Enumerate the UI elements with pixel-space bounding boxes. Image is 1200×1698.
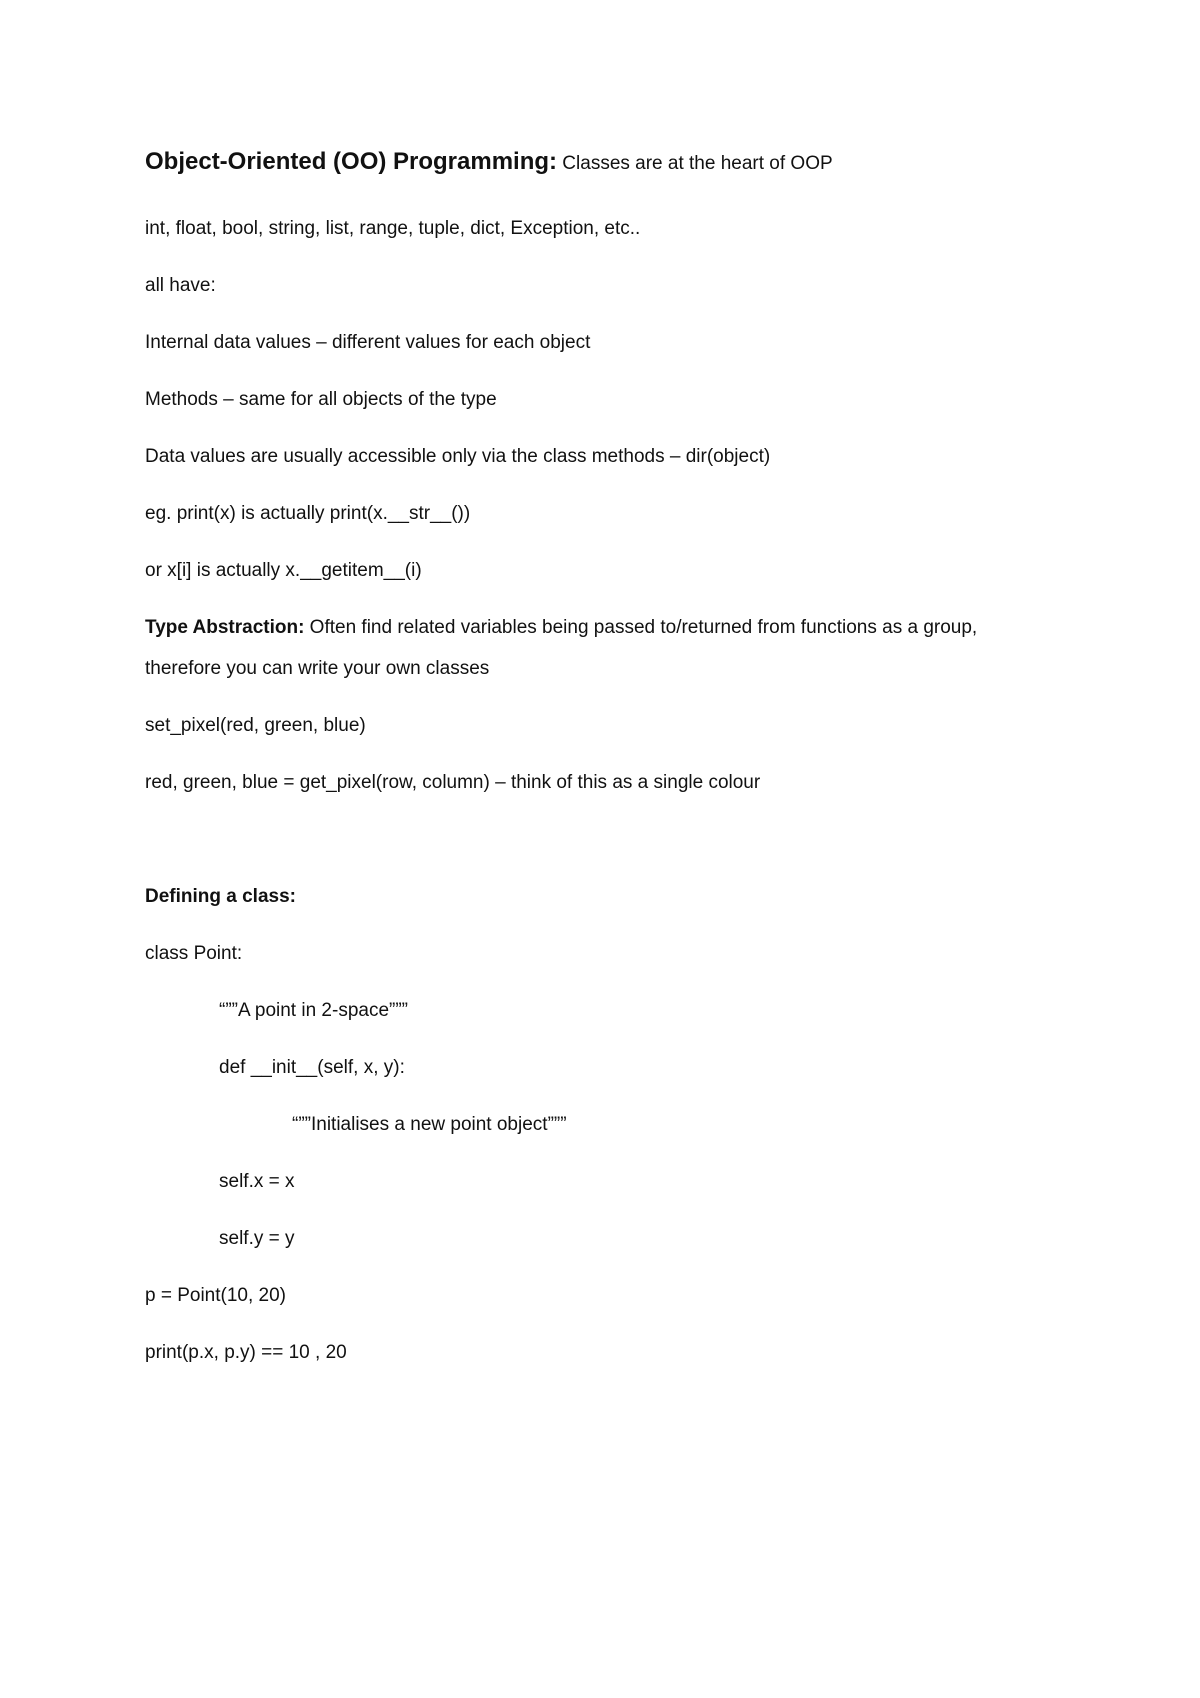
- set-pixel-line: set_pixel(red, green, blue): [145, 715, 366, 736]
- type-abstraction-text: Often find related variables being passed to/returned from functions as a group,: [304, 617, 978, 638]
- title-subtext: Classes are at the heart of OOP: [557, 153, 833, 174]
- class-docstring-line: “””A point in 2-space”””: [219, 1000, 409, 1021]
- instantiate-line: p = Point(10, 20): [145, 1285, 287, 1306]
- page-title: [145, 150, 833, 176]
- get-pixel-line: red, green, blue = get_pixel(row, column) – think of this as a single colour: [145, 772, 761, 793]
- defining-class-heading: [145, 885, 296, 909]
- methods-line: Methods – same for all objects of the type: [145, 389, 497, 410]
- example-getitem-line: or x[i] is actually x.__getitem__(i): [145, 560, 422, 581]
- type-abstraction-line: [145, 616, 977, 640]
- internal-data-line: Internal data values – different values for each object: [145, 332, 591, 353]
- print-line: print(p.x, p.y) == 10 , 20: [145, 1342, 347, 1363]
- self-y-line: self.y = y: [219, 1228, 295, 1249]
- self-x-line: self.x = x: [219, 1171, 295, 1192]
- title-bold-text: Object-Oriented (OO) Programming:: [145, 148, 558, 175]
- init-docstring-line: “””Initialises a new point object”””: [292, 1114, 567, 1135]
- defining-class-heading-text: Defining a class:: [145, 886, 296, 907]
- data-access-line: Data values are usually accessible only via the class methods – dir(object): [145, 446, 771, 467]
- type-abstraction-label: Type Abstraction:: [145, 617, 305, 638]
- def-init-line: def __init__(self, x, y):: [219, 1057, 405, 1078]
- all-have-line: all have:: [145, 275, 216, 296]
- example-print-line: eg. print(x) is actually print(x.__str__()): [145, 503, 471, 524]
- types-line: int, float, bool, string, list, range, tuple, dict, Exception, etc..: [145, 218, 641, 239]
- type-abstraction-continuation: therefore you can write your own classes: [145, 658, 490, 679]
- class-declaration-line: class Point:: [145, 943, 243, 964]
